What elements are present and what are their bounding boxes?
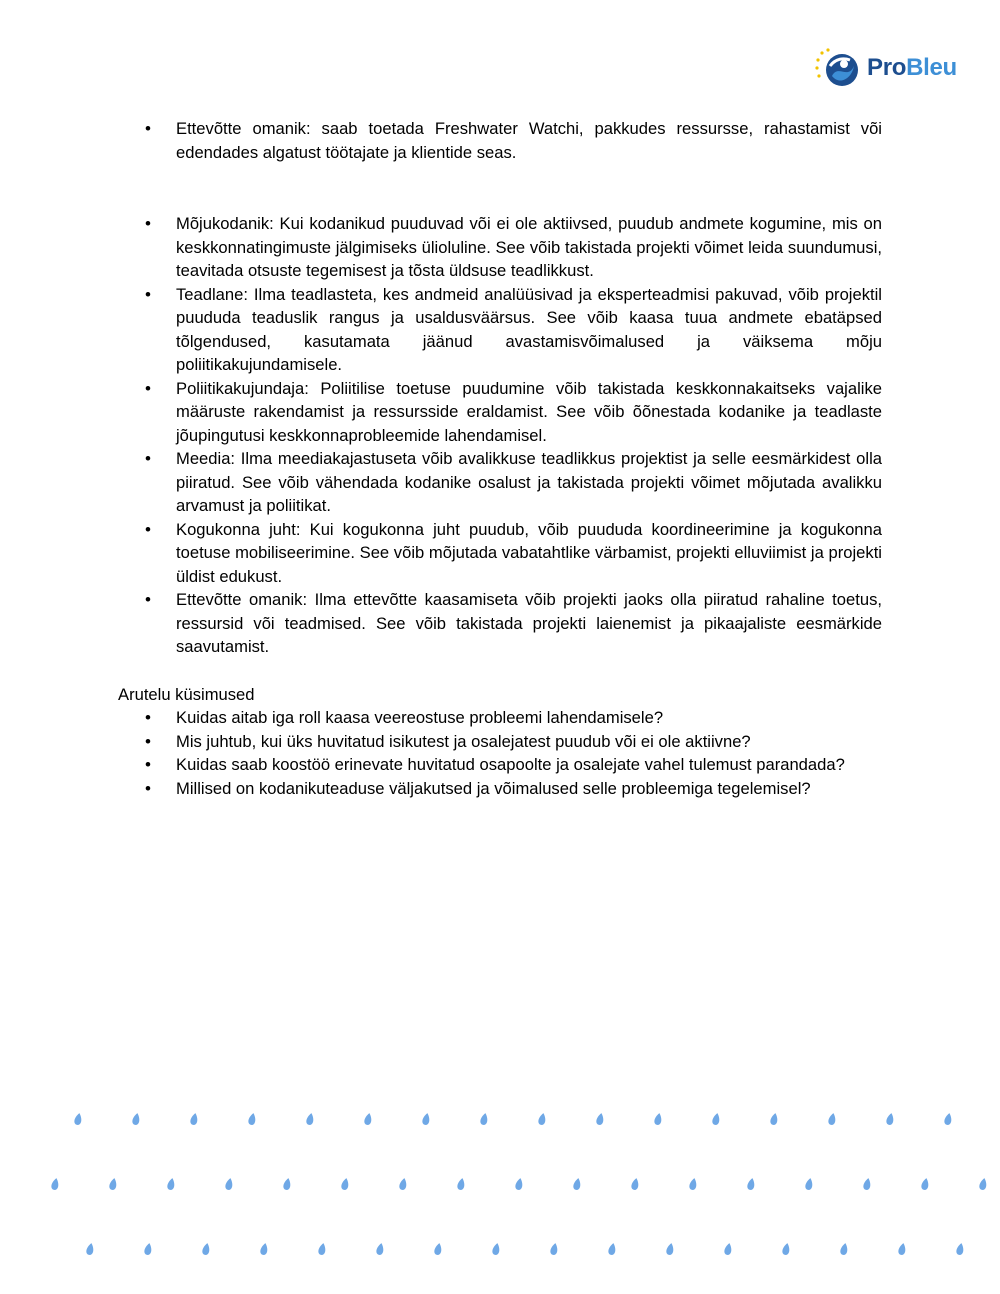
- water-drop-icon: [863, 1177, 872, 1190]
- probleu-logo: [814, 46, 964, 92]
- water-drop-pattern: [0, 1100, 1000, 1270]
- water-drop-icon: [51, 1177, 60, 1190]
- water-drop-icon: [167, 1177, 176, 1190]
- water-drop-icon: [480, 1112, 489, 1125]
- water-drop-icon: [434, 1242, 443, 1255]
- water-drop-icon: [944, 1112, 953, 1125]
- water-drop-icon: [573, 1177, 582, 1190]
- water-drop-icon: [144, 1242, 153, 1255]
- water-drop-icon: [689, 1177, 698, 1190]
- list-item: • Meedia: Ilma meediakajastuseta võib avalikkuse teadlikkus projektist ja selle eesmärkidest olla piiratud. See võib vähendada kodanike osalust ja takistada projekti võimet mõjutada avalikku arvamust ja poliitikat.: [118, 447, 882, 518]
- probleu-wordmark: [867, 54, 957, 82]
- water-drop-icon: [666, 1242, 675, 1255]
- water-drop-icon: [260, 1242, 269, 1255]
- brand-name-bleu: Bleu: [906, 54, 957, 81]
- water-drop-icon: [979, 1177, 988, 1190]
- water-drop-icon: [654, 1112, 663, 1125]
- intro-list: [118, 117, 882, 164]
- list-item: • Kuidas saab koostöö erinevate huvitatud osapoolte ja osalejate vahel tulemust parandada?: [118, 753, 882, 777]
- list-item: • Mõjukodanik: Kui kodanikud puuduvad või ei ole aktiivsed, puudub andmete kogumine, mis on keskkonnatingimuste jälgimiseks ülioluline. See võib takistada projekti võimet leida suundumusi, teavitada otsuste tegemisest ja tõsta üldsuse teadlikkust.: [118, 212, 882, 283]
- water-drop-icon: [364, 1112, 373, 1125]
- water-drop-icon: [74, 1112, 83, 1125]
- water-drop-icon: [515, 1177, 524, 1190]
- water-drop-icon: [724, 1242, 733, 1255]
- water-drop-icon: [886, 1112, 895, 1125]
- water-drop-icon: [86, 1242, 95, 1255]
- water-drop-icon: [376, 1242, 385, 1255]
- water-drop-icon: [770, 1112, 779, 1125]
- water-drop-icon: [202, 1242, 211, 1255]
- probleu-logo-icon: [814, 46, 862, 92]
- list-item: • Millised on kodanikuteaduse väljakutsed ja võimalused selle probleemiga tegelemisel?: [118, 777, 882, 801]
- impact-list: [118, 212, 882, 659]
- list-item: • Poliitikakujundaja: Poliitilise toetuse puudumine võib takistada keskkonnakaitseks vajalike määruste rakendamist ja ressursside eraldamist. See võib õõnestada kodanike ja teadlaste jõupingutusi keskkonnaprobleemide lahendamisel.: [118, 377, 882, 448]
- water-drop-icon: [596, 1112, 605, 1125]
- list-item: • Ettevõtte omanik: Ilma ettevõtte kaasamiseta võib projekti jaoks olla piiratud rahaline toetus, ressursid või teadmised. See võib takistada projekti laienemist ja pikaajaliste eesmärkide saavutamist.: [118, 588, 882, 659]
- water-drop-icon: [898, 1242, 907, 1255]
- water-drop-icon: [109, 1177, 118, 1190]
- water-drop-icon: [225, 1177, 234, 1190]
- water-drop-icon: [747, 1177, 756, 1190]
- list-item: • Ettevõtte omanik: saab toetada Freshwater Watchi, pakkudes ressursse, rahastamist või edendades algatust töötajate ja klientide seas.: [118, 117, 882, 164]
- water-drop-icon: [805, 1177, 814, 1190]
- brand-name-pro: Pro: [867, 54, 907, 81]
- water-drop-icon: [782, 1242, 791, 1255]
- water-drop-icon: [132, 1112, 141, 1125]
- water-drop-icon: [921, 1177, 930, 1190]
- water-drop-icon: [306, 1112, 315, 1125]
- discussion-heading: Arutelu küsimused: [118, 684, 255, 704]
- water-drop-icon: [318, 1242, 327, 1255]
- water-drop-icon: [840, 1242, 849, 1255]
- document-body: [118, 117, 882, 800]
- water-drop-icon: [828, 1112, 837, 1125]
- water-drop-icon: [538, 1112, 547, 1125]
- water-drop-icon: [631, 1177, 640, 1190]
- water-drop-icon: [492, 1242, 501, 1255]
- water-drop-icon: [341, 1177, 350, 1190]
- list-item: • Kogukonna juht: Kui kogukonna juht puudub, võib puududa koordineerimine ja kogukonna toetuse mobiliseerimine. See võib mõjutada vabatahtlike värbamist, projekti elluviimist ja projekti üldist edukust.: [118, 518, 882, 589]
- water-drop-icon: [712, 1112, 721, 1125]
- water-drop-icon: [422, 1112, 431, 1125]
- water-drop-icon: [399, 1177, 408, 1190]
- water-drop-icon: [283, 1177, 292, 1190]
- water-drop-icon: [550, 1242, 559, 1255]
- discussion-questions-list: [118, 706, 882, 800]
- water-drop-icon: [956, 1242, 965, 1255]
- water-drop-icon: [608, 1242, 617, 1255]
- list-item: • Kuidas aitab iga roll kaasa veereostuse probleemi lahendamisele?: [118, 706, 882, 730]
- water-drop-icon: [248, 1112, 257, 1125]
- list-item: • Teadlane: Ilma teadlasteta, kes andmeid analüüsivad ja eksperteadmisi pakuvad, võib projektil puududa teaduslik rangus ja usaldusväärsus. See võib kaasa tuua andmete ebatäpsed tõlgendused, kasutamata jäänud avastamisvõimalused ja väiksema mõju poliitikakujundamisele.: [118, 283, 882, 377]
- water-drop-icon: [190, 1112, 199, 1125]
- list-item: • Mis juhtub, kui üks huvitatud isikutest ja osalejatest puudub või ei ole aktiivne?: [118, 730, 882, 754]
- water-drop-icon: [457, 1177, 466, 1190]
